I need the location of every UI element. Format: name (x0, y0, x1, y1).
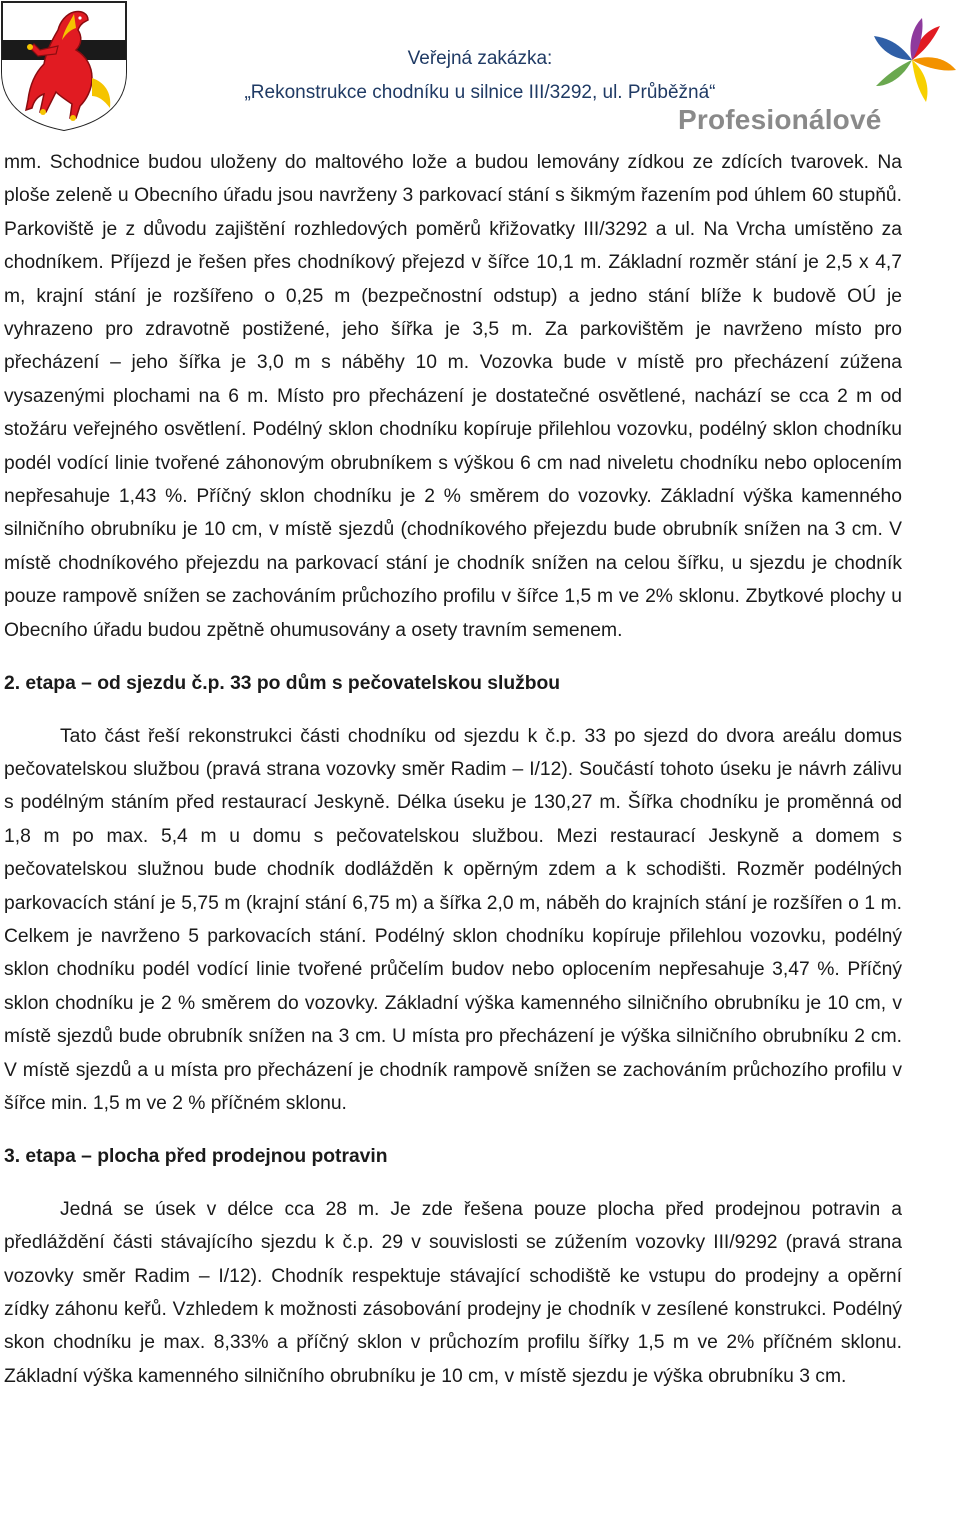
paragraph-etapa-1-continued: mm. Schodnice budou uloženy do maltového lože a budou lemovány zídkou ze zdících tvarovek. Na ploše zeleně u Obecního úřadu jsou navrženy 3 parkovací stání s šikmým řazením pod úhlem 60 stupňů. Parkoviště je z důvodu zajištění rozhledových poměrů křižovatky III/3292 a ul. Na Vrcha umístěno za chodníkem. Příjezd je řešen přes chodníkový přejezd v šířce 10,1 m. Základní rozměr stání je 2,5 x 4,7 m, krajní stání je rozšířeno o 0,25 m (bezpečnostní odstup) a jedno stání blíže k budově OÚ je vyhrazeno pro zdravotně postižené, jeho šířka je 3,5 m. Za parkovištěm je navrženo místo pro přecházení – jeho šířka je 3,0 m s náběhy 10 m. Vozovka bude v místě pro přecházení zúžena vysazenými plochami na 6 m. Místo pro přecházení je dostatečné osvětlené, nachází se cca 2 m od stožáru veřejného osvětlení. Podélný sklon chodníku kopíruje přilehlou vozovku, podélný sklon chodníku podél vodící linie tvořené záhonovým obrubníkem s výškou 6 cm nad niveletu chodníku nebo oplocením nepřesahuje 1,43 %. Příčný sklon chodníku je 2 % směrem do vozovky. Základní výška kamenného silničního obrubníku je 10 cm, v místě sjezdů (chodníkového přejezdu bude obrubník snížen na 3 cm. V místě chodníkového přejezdu na parkovací stání je chodník snížen na celou šířku, u sjezdu je chodník pouze rampově snížen se zachováním průchozího profilu v šířce 1,5 m ve 2% sklonu. Zbytkové plochy u Obecního úřadu budou zpětně ohumusovány a osety travním semenem. (4, 152, 902, 641)
paragraph-etapa-3: Jedná se úsek v délce cca 28 m. Je zde řešena pouze plocha před prodejnou potravin a předláždění části stávajícího sjezdu k č.p. 29 v souvislosti se zúžením vozovky III/9292 (pravá strana vozovky směr Radim – I/12). Chodník respektuje stávající schodiště ke vstupu do prodejny a opěrní zídky záhonu keřů. Vzhledem k možnosti zásobování prodejny je chodník v zesílené konstrukci. Podélný skon chodníku je max. 8,33% a příčný sklon v průchozím profilu šířky 1,5 m ve 2% příčném sklonu. Základní výška kamenného silničního obrubníku je 10 cm, v místě sjezdu je výška obrubníku 3 cm. (4, 1198, 902, 1387)
profesionalove-logo-text: Profesionálové (678, 104, 882, 135)
heading-etapa-2: 2. etapa – od sjezdu č.p. 33 po dům s pečovatelskou službou (4, 673, 561, 695)
paragraph-etapa-2: Tato část řeší rekonstrukci části chodníku od sjezdu k č.p. 33 po sjezd do dvora areálu domus pečovatelskou službou (pravá strana vozovky směr Radim – I/12). Součástí tohoto úseku je návrh zálivu s podélným stáním před restaurací Jeskyně. Délka úseku je 130,27 m. Šířka chodníku je proměnná od 1,8 m po max. 5,4 m u domu s pečovatelskou službou. Mezi restaurací Jeskyně a domem s pečovatelskou služnou bude chodník dodlážděn k opěrným zdem a k schodišti. Rozměr podélných parkovacích stání je 5,75 m (krajní stání 6,75 m) a šířka 2,0 m, náběh do krajních stání je rozšířen o 1 m. Celkem je navrženo 5 parkovacích stání. Podélný sklon chodníku kopíruje přilehlou vozovku, podélný sklon chodníku podél vodící linie tvořené průčelím budov nebo oplocením nepřesahuje 3,47 %. Příčný sklon chodníku je 2 % směrem do vozovky. Základní výška kamenného silničního obrubníku je 10 cm, v místě sjezdů bude obrubník snížen na 3 cm. U místa pro přecházení je výška silničního obrubníku 2 cm. V místě sjezdů a u místa pro přecházení je chodník rampově snížen se zachováním průchozího profilu v šířce min. 1,5 m ve 2 % příčném sklonu. (4, 725, 902, 1114)
document-body (4, 146, 902, 1393)
coat-of-arms-horse-icon (0, 0, 132, 132)
header-title-line1: Veřejná zakázka: (407, 48, 553, 69)
page-header (0, 0, 960, 145)
header-title-line2: „Rekonstrukce chodníku u silnice III/3292, ul. Průběžná“ (244, 82, 716, 103)
heading-etapa-3: 3. etapa – plocha před prodejnou potravin (4, 1146, 388, 1168)
